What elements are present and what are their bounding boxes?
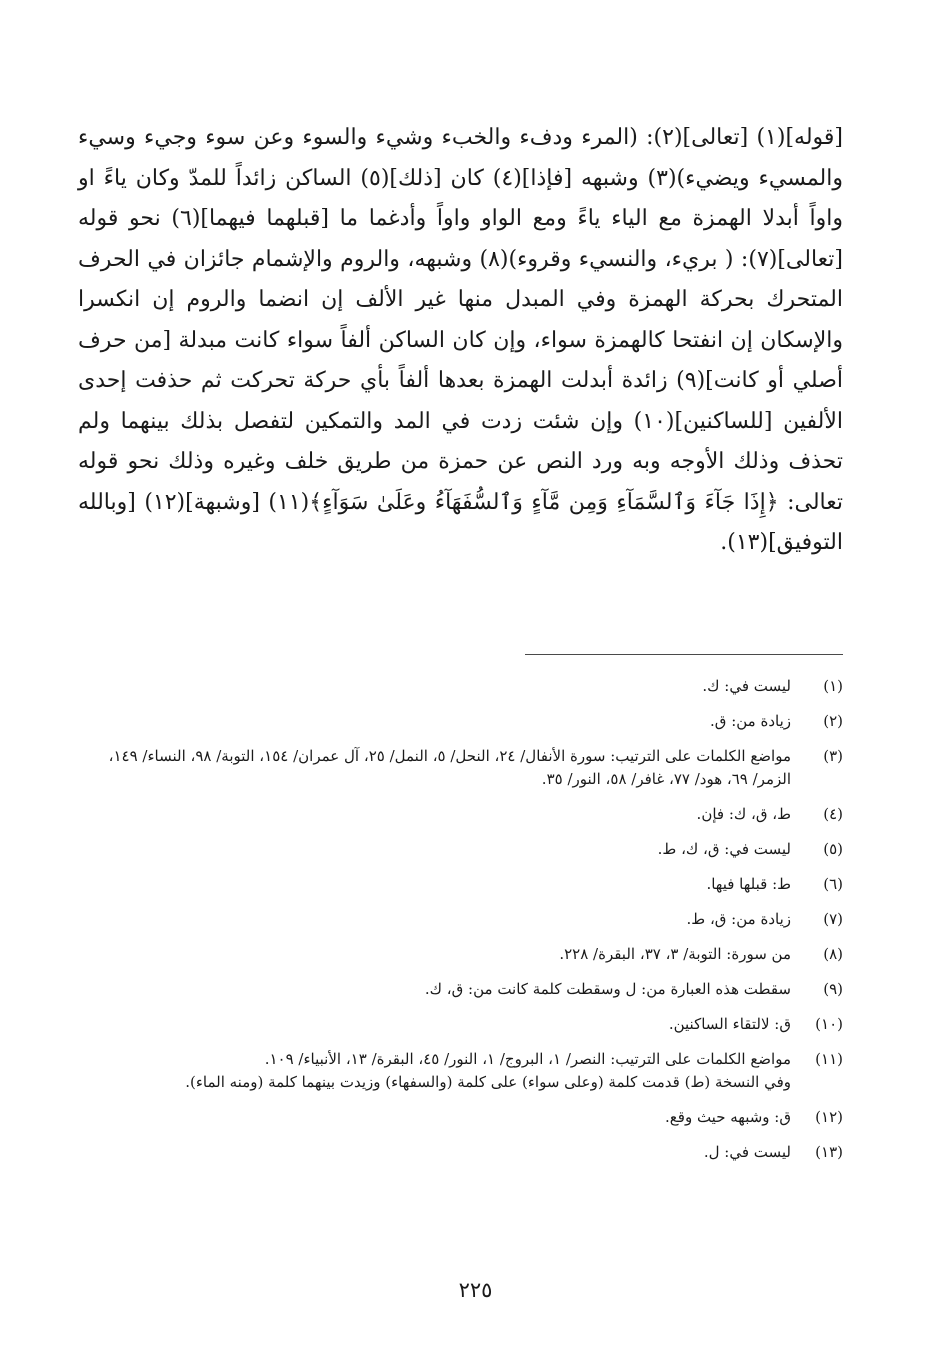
footnote-text [70, 1013, 791, 1036]
footnote-number: (٣) [823, 747, 843, 765]
footnote-number: (١٠) [815, 1015, 843, 1033]
footnote-item [70, 675, 843, 698]
footnote-item [70, 838, 843, 861]
footnote-divider [525, 654, 843, 655]
footnote-text [70, 675, 791, 698]
footnote-line: مواضع الكلمات على الترتيب: سورة الأنفال/ ٢٤، النحل/ ٥، النمل/ ٢٥، آل عمران/ ١٥٤، التوبة/ ٩٨، النساء/ ١٤٩، الزمر/ ٦٩، هود/ ٧٧، غافر/ ٥٨، النور/ ٣٥. [108, 747, 791, 788]
footnote-text [70, 745, 791, 791]
footnote-item [70, 1013, 843, 1036]
footnote-item [70, 1106, 843, 1129]
footnote-number: (٦) [823, 875, 843, 893]
footnote-item [70, 745, 843, 791]
footnote-line: ليست في: ل. [703, 1143, 791, 1161]
footnote-number: (٧) [823, 910, 843, 928]
footnote-line: ليست في: ق، ك، ط. [657, 840, 791, 858]
footnote-line: ليست في: ك. [702, 677, 791, 695]
footnote-number: (٤) [823, 805, 843, 823]
main-text-block [78, 118, 843, 564]
footnote-line: ط: قبلها فيها. [706, 875, 791, 893]
footnote-line: من سورة: التوبة/ ٣، ٣٧، البقرة/ ٢٢٨. [559, 945, 791, 963]
footnote-number: (١) [823, 677, 843, 695]
footnote-line: وفي النسخة (ط) قدمت كلمة (وعلى سواء) على كلمة (والسفهاء) وزيدت بينهما كلمة (ومنه الماء). [185, 1073, 791, 1091]
footnote-line: ط، ق، ك: فإن. [696, 805, 791, 823]
footnote-text [70, 943, 791, 966]
footnote-number: (٨) [823, 945, 843, 963]
footnote-number: (١٣) [815, 1143, 843, 1161]
footnote-text [70, 1106, 791, 1129]
footnote-number: (٢) [823, 712, 843, 730]
footnote-line: زيادة من: ق، ط. [686, 910, 791, 928]
footnote-text [70, 803, 791, 826]
footnote-text [70, 978, 791, 1001]
footnote-line: زيادة من: ق. [710, 712, 791, 730]
footnote-line: ق: وشبهه حيث وقع. [665, 1108, 791, 1126]
footnote-text [70, 710, 791, 733]
footnote-number: (١٢) [815, 1108, 843, 1126]
footnote-item [70, 978, 843, 1001]
footnote-item [70, 873, 843, 896]
footnote-number: (١١) [815, 1050, 843, 1068]
footnotes-list [70, 675, 843, 1176]
footnote-line: سقطت هذه العبارة من: ل وسقطت كلمة كانت من: ق، ك. [424, 980, 791, 998]
footnote-item [70, 1048, 843, 1094]
footnote-text [70, 908, 791, 931]
footnote-item [70, 803, 843, 826]
footnote-line: ق: لالتقاء الساكنين. [668, 1015, 791, 1033]
footnote-item [70, 710, 843, 733]
footnote-text [70, 1141, 791, 1164]
footnote-text [70, 873, 791, 896]
main-paragraph: [قوله](١) [تعالى](٢): (المرء ودفء والخبء وشيء والسوء وعن سوء وجيء وسيء والمسيء ويضيء)(٣) وشبهه [فإذا](٤) كان [ذلك](٥) الساكن زائداً للمدّ وكان ياءً او واواً أبدلا الهمزة مع الياء ياءً ومع الواو واواً وأدغما ما [قبلهما فيهما](٦) نحو قوله [تعالى](٧): ( بريء، والنسيء وقروء)(٨) وشبهه، والروم والإشمام جائزان في الحرف المتحرك بحركة الهمزة وفي المبدل منها غير الألف إن انضما والروم إن انكسرا والإسكان إن انفتحا كالهمزة سواء، وإن كان الساكن ألفاً سواء كانت مبدلة [من حرف أصلي أو كانت](٩) زائدة أبدلت الهمزة بعدها ألفاً بأي حركة تحركت ثم حذفت إحدى الألفين [للساكنين](١٠) وإن شئت زدت في المد والتمكين لتفصل بذلك بينهما ولم تحذف وذلك الأوجه وبه ورد النص عن حمزة من طريق خلف وغيره وذلك نحو قوله تعالى: ﴿إِذَا جَآءَ وَٱلسَّمَآءِ وَمِن مَّآءٍ وَٱلسُّفَهَآءُ وعَلَىٰ سَوَآءٍ﴾(١١) [وشبهة](١٢) [وبالله التوفيق](١٣). [78, 125, 843, 555]
footnote-text [70, 1048, 791, 1094]
footnote-number: (٥) [823, 840, 843, 858]
footnote-item [70, 1141, 843, 1164]
footnote-item [70, 908, 843, 931]
footnote-text [70, 838, 791, 861]
footnote-item [70, 943, 843, 966]
footnote-number: (٩) [823, 980, 843, 998]
page-number: ٢٢٥ [458, 1278, 493, 1302]
footnote-line: مواضع الكلمات على الترتيب: النصر/ ١، البروج/ ١، النور/ ٤٥، البقرة/ ١٣، الأنبياء/ ١٠٩. [264, 1050, 791, 1068]
